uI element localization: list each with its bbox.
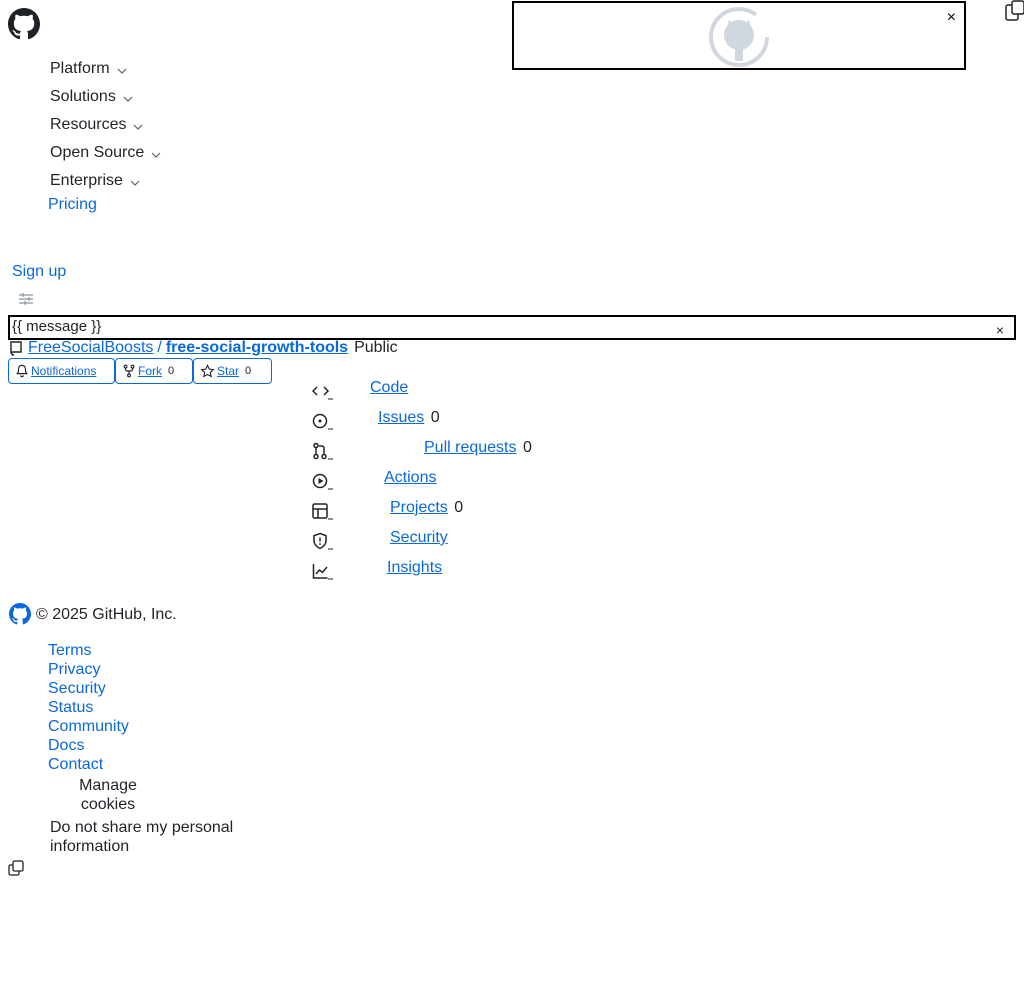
tab-label: Insights <box>387 559 443 576</box>
tab-label: Security <box>390 529 448 546</box>
footer-link-security[interactable]: Security <box>48 680 106 697</box>
code-icon <box>312 382 334 400</box>
tab-label: Actions <box>384 469 437 486</box>
notifications-button[interactable] <box>8 358 115 384</box>
shield-icon <box>312 532 334 550</box>
tab-label: Pull requests <box>424 439 517 456</box>
footer-link-privacy[interactable]: Privacy <box>48 661 101 678</box>
star-label: Star <box>217 364 240 378</box>
tab-code[interactable] <box>370 379 408 397</box>
popup-close-button[interactable]: × <box>946 9 956 26</box>
footer-link-docs[interactable]: Docs <box>48 737 85 754</box>
tab-count: 0 <box>454 499 464 516</box>
flash-message-text: {{ message }} <box>12 318 102 335</box>
footer-link-terms[interactable]: Terms <box>48 642 92 659</box>
sign-up-link[interactable]: Sign up <box>12 263 67 280</box>
github-logo-icon[interactable] <box>9 603 31 625</box>
copy-icon[interactable] <box>8 860 24 876</box>
star-count: 0 <box>245 365 252 377</box>
manage-cookies-button[interactable]: Manage cookies <box>79 777 137 813</box>
fork-label: Fork <box>138 364 162 378</box>
graph-icon <box>312 562 334 580</box>
nav-label: Resources <box>50 116 127 133</box>
loading-popup <box>512 1 966 70</box>
nav-open-source[interactable] <box>50 144 162 162</box>
table-icon <box>312 502 334 520</box>
repo-icon <box>8 340 24 356</box>
nav-label: Platform <box>50 60 110 77</box>
do-not-share-button[interactable]: Do not share my personal information <box>50 819 234 855</box>
chevron-down-icon <box>122 93 134 105</box>
copy-icon[interactable] <box>1005 0 1024 22</box>
nav-platform[interactable] <box>50 60 128 78</box>
nav-pricing-link[interactable]: Pricing <box>48 196 97 213</box>
fork-count: 0 <box>168 365 175 377</box>
flash-close-button[interactable]: × <box>995 322 1004 338</box>
footer-link-community[interactable]: Community <box>48 718 129 735</box>
footer-copyright: © 2025 GitHub, Inc. <box>36 606 177 623</box>
bell-icon <box>15 364 29 378</box>
nav-resources[interactable] <box>50 116 144 134</box>
loading-spinner-icon <box>707 5 771 69</box>
chevron-down-icon <box>150 149 162 161</box>
github-logo-icon[interactable] <box>8 8 40 40</box>
nav-label: Solutions <box>50 88 116 105</box>
flash-message-bar <box>8 315 1016 340</box>
tab-security[interactable] <box>390 529 448 547</box>
footer-link-status[interactable]: Status <box>48 699 94 716</box>
chevron-down-icon <box>129 177 141 189</box>
tab-label: Code <box>370 379 409 396</box>
repo-visibility-label: Public <box>354 339 398 356</box>
chevron-down-icon <box>116 65 128 77</box>
repo-title <box>8 339 398 357</box>
tab-count: 0 <box>522 439 532 456</box>
footer-link-contact[interactable]: Contact <box>48 756 104 773</box>
fork-icon <box>122 364 136 378</box>
repo-name-link[interactable]: free-social-growth-tools <box>165 339 349 356</box>
issue-icon <box>312 412 334 430</box>
tab-count: 0 <box>430 409 440 426</box>
nav-label: Open Source <box>50 144 145 161</box>
tab-label: Projects <box>390 499 448 516</box>
footer-links <box>48 641 129 774</box>
fork-button[interactable] <box>115 358 193 384</box>
pull-request-icon <box>312 442 334 460</box>
star-icon <box>200 364 215 379</box>
nav-solutions[interactable] <box>50 88 134 106</box>
notifications-label: Notifications <box>31 364 97 378</box>
play-icon <box>312 472 334 490</box>
nav-label: Enterprise <box>50 172 123 189</box>
tab-pull-requests[interactable] <box>424 439 532 457</box>
tab-projects[interactable] <box>390 499 463 517</box>
tune-icon[interactable] <box>18 291 34 307</box>
chevron-down-icon <box>132 121 144 133</box>
repo-owner-link[interactable]: FreeSocialBoosts <box>28 339 154 356</box>
star-button[interactable] <box>193 358 272 384</box>
tab-issues[interactable] <box>378 409 440 427</box>
tab-label: Issues <box>378 409 425 426</box>
tab-insights[interactable] <box>387 559 442 577</box>
nav-enterprise[interactable] <box>50 172 141 190</box>
repo-separator: / <box>157 339 162 356</box>
tab-actions[interactable] <box>384 469 436 487</box>
